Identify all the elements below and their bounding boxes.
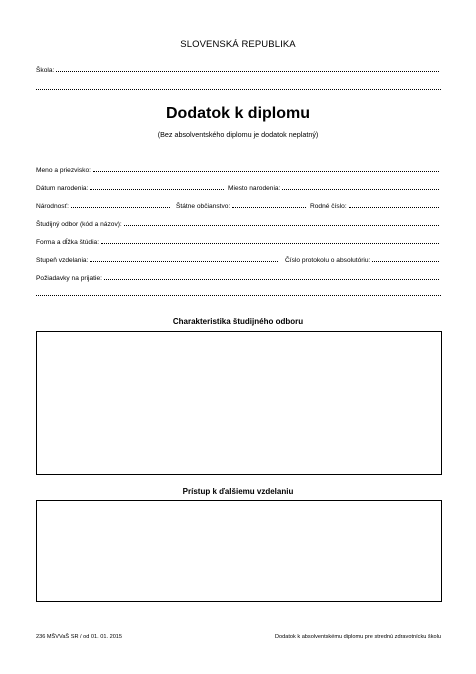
birth-place-field[interactable] (282, 183, 439, 190)
study-field-field[interactable] (124, 219, 439, 226)
admission-requirements-label: Požiadavky na prijatie: (36, 275, 102, 282)
study-form-field[interactable] (101, 237, 439, 244)
document-subtitle: (Bez absolventského diplomu je dodatok neplatný) (157, 130, 319, 139)
admission-requirements-row (36, 273, 441, 283)
education-level-row (36, 255, 280, 265)
protocol-number-field[interactable] (372, 255, 439, 262)
characteristics-heading: Charakteristika študijného odboru (172, 317, 304, 326)
birth-number-label: Rodné číslo: (310, 203, 347, 210)
nationality-label: Národnosť: (36, 203, 69, 210)
birth-number-row (310, 201, 441, 211)
document-title: Dodatok k diplomu (166, 105, 310, 122)
birth-date-field[interactable] (90, 183, 224, 190)
name-label: Meno a priezvisko: (36, 167, 91, 174)
admission-requirements-field[interactable] (104, 273, 439, 280)
birth-date-label: Dátum narodenia: (36, 185, 89, 192)
further-education-box[interactable] (36, 500, 442, 602)
birth-number-field[interactable] (349, 201, 439, 208)
name-field[interactable] (93, 165, 439, 172)
birth-place-row (228, 183, 441, 193)
characteristics-box[interactable] (36, 331, 442, 475)
protocol-number-label: Číslo protokolu o absolutóriu: (285, 257, 371, 264)
citizenship-label: Štátne občianstvo: (176, 203, 231, 210)
nationality-row (36, 201, 172, 211)
citizenship-field[interactable] (232, 201, 306, 208)
further-education-heading: Prístup k ďalšiemu vzdelaniu (182, 487, 294, 496)
birth-place-label: Miesto narodenia: (228, 185, 281, 192)
school-label: Škola: (36, 67, 55, 74)
footer-form-code: 236 MŠVVaŠ SR / od 01. 01. 2015 (36, 634, 123, 640)
name-row (36, 165, 441, 175)
school-field[interactable] (56, 65, 439, 72)
education-level-field[interactable] (90, 255, 278, 262)
study-form-label: Forma a dĺžka štúdia: (36, 239, 100, 246)
nationality-field[interactable] (71, 201, 170, 208)
school-row (36, 65, 441, 75)
education-level-label: Stupeň vzdelania: (36, 257, 89, 264)
citizenship-row (176, 201, 308, 211)
footer-description: Dodatok k absolventskému diplomu pre strednú zdravotnícku školu (274, 634, 441, 640)
admission-requirements-line-2[interactable] (36, 295, 441, 296)
republic-header: SLOVENSKÁ REPUBLIKA (180, 39, 296, 50)
study-field-row (36, 219, 441, 229)
study-field-label: Študijný odbor (kód a názov): (36, 221, 122, 228)
birth-date-row (36, 183, 226, 193)
study-form-row (36, 237, 441, 247)
protocol-number-row (285, 255, 441, 265)
school-field-line-2[interactable] (36, 89, 441, 90)
